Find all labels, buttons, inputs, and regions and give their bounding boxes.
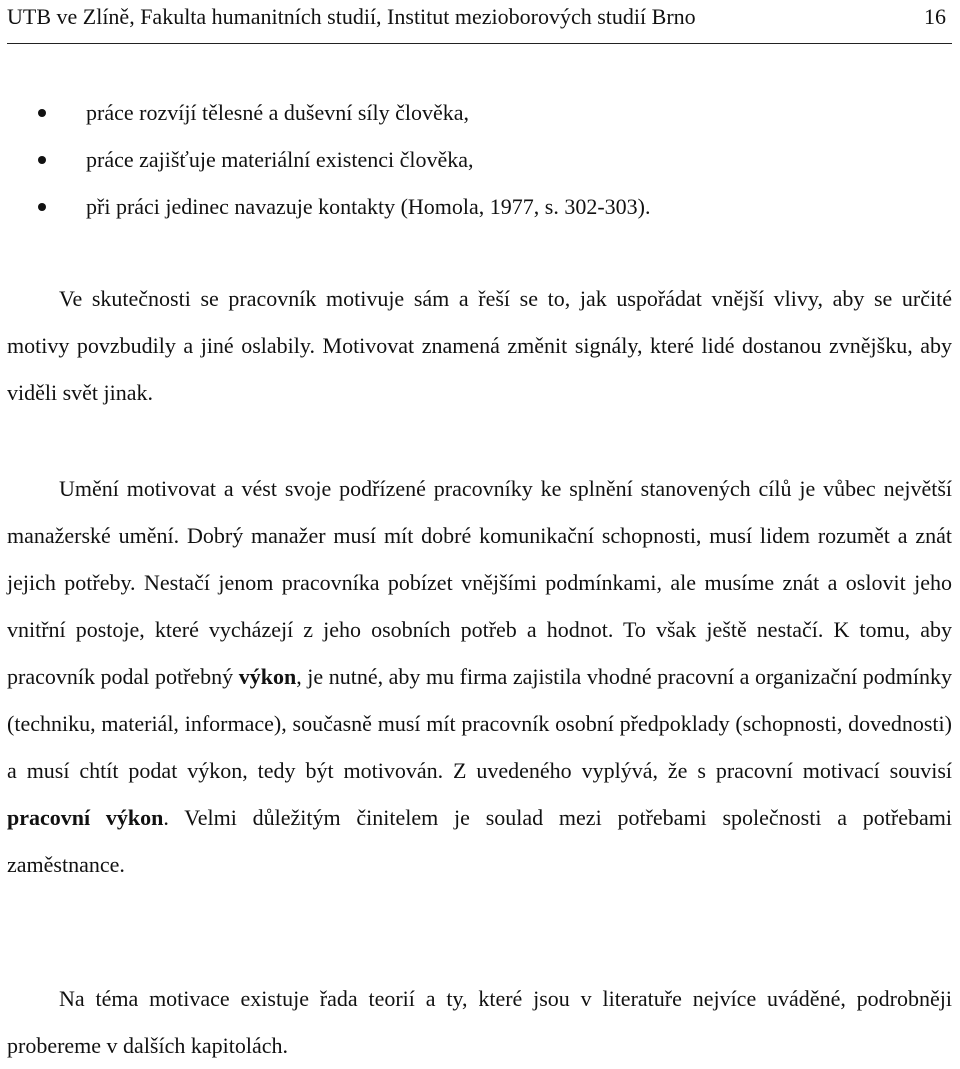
page-header xyxy=(7,3,952,44)
paragraph-text: , je nutné, aby mu firma zajistila vhodné pracovní a organizační podmínky (techniku, materiál, informace), současně musí mít pracovník osobní předpoklady (schopnosti, dovednosti) a musí chtít podat výkon, tedy být motivován. Z uvedeného vyplývá, že s pracovní motivací souvisí xyxy=(7,664,952,783)
header-title: UTB ve Zlíně, Fakulta humanitních studií, Institut mezioborových studií Brno xyxy=(7,4,696,29)
list-item-text: při práci jedinec navazuje kontakty (Homola, 1977, s. 302-303). xyxy=(86,194,651,219)
list-item xyxy=(0,96,960,143)
paragraph-text: . Velmi důležitým činitelem je soulad mezi potřebami společnosti a potřebami zaměstnance. xyxy=(7,805,952,877)
bullet-list xyxy=(0,96,960,237)
paragraph-text: Umění motivovat a vést svoje podřízené pracovníky ke splnění stanovených cílů je vůbec největší manažerské umění. Dobrý manažer musí mít dobré komunikační schopnosti, musí lidem rozumět a znát jejich potřeby. Nestačí jenom pracovníka pobízet vnějšími podmínkami, ale musíme znát a oslovit jeho vnitřní postoje, které vycházejí z jeho osobních potřeb a hodnot. To však ještě nestačí. K tomu, aby pracovník podal potřebný xyxy=(7,476,952,689)
bullet-icon xyxy=(38,109,46,117)
list-item xyxy=(0,190,960,237)
bullet-icon xyxy=(38,156,46,164)
paragraph-theories: Na téma motivace existuje řada teorií a ty, které jsou v literatuře nejvíce uváděné, podrobněji probereme v dalších kapitolách. xyxy=(7,986,952,1058)
list-item xyxy=(0,143,960,190)
bullet-icon xyxy=(38,203,46,211)
paragraph-self-motivation: Ve skutečnosti se pracovník motivuje sám a řeší se to, jak uspořádat vnější vlivy, aby se určité motivy povzbudily a jiné oslabily. Motivovat znamená změnit signály, které lidé dostanou zvnějšku, aby viděli svět jinak. xyxy=(7,286,952,405)
bold-term-pracovni-vykon: pracovní výkon xyxy=(7,805,164,830)
page-number: 16 xyxy=(924,4,946,29)
bold-term-vykon: výkon xyxy=(238,664,297,689)
list-item-text: práce zajišťuje materiální existenci člověka, xyxy=(86,147,474,172)
list-item-text: práce rozvíjí tělesné a duševní síly člověka, xyxy=(86,100,470,125)
paragraph-motivation-management xyxy=(7,465,952,888)
